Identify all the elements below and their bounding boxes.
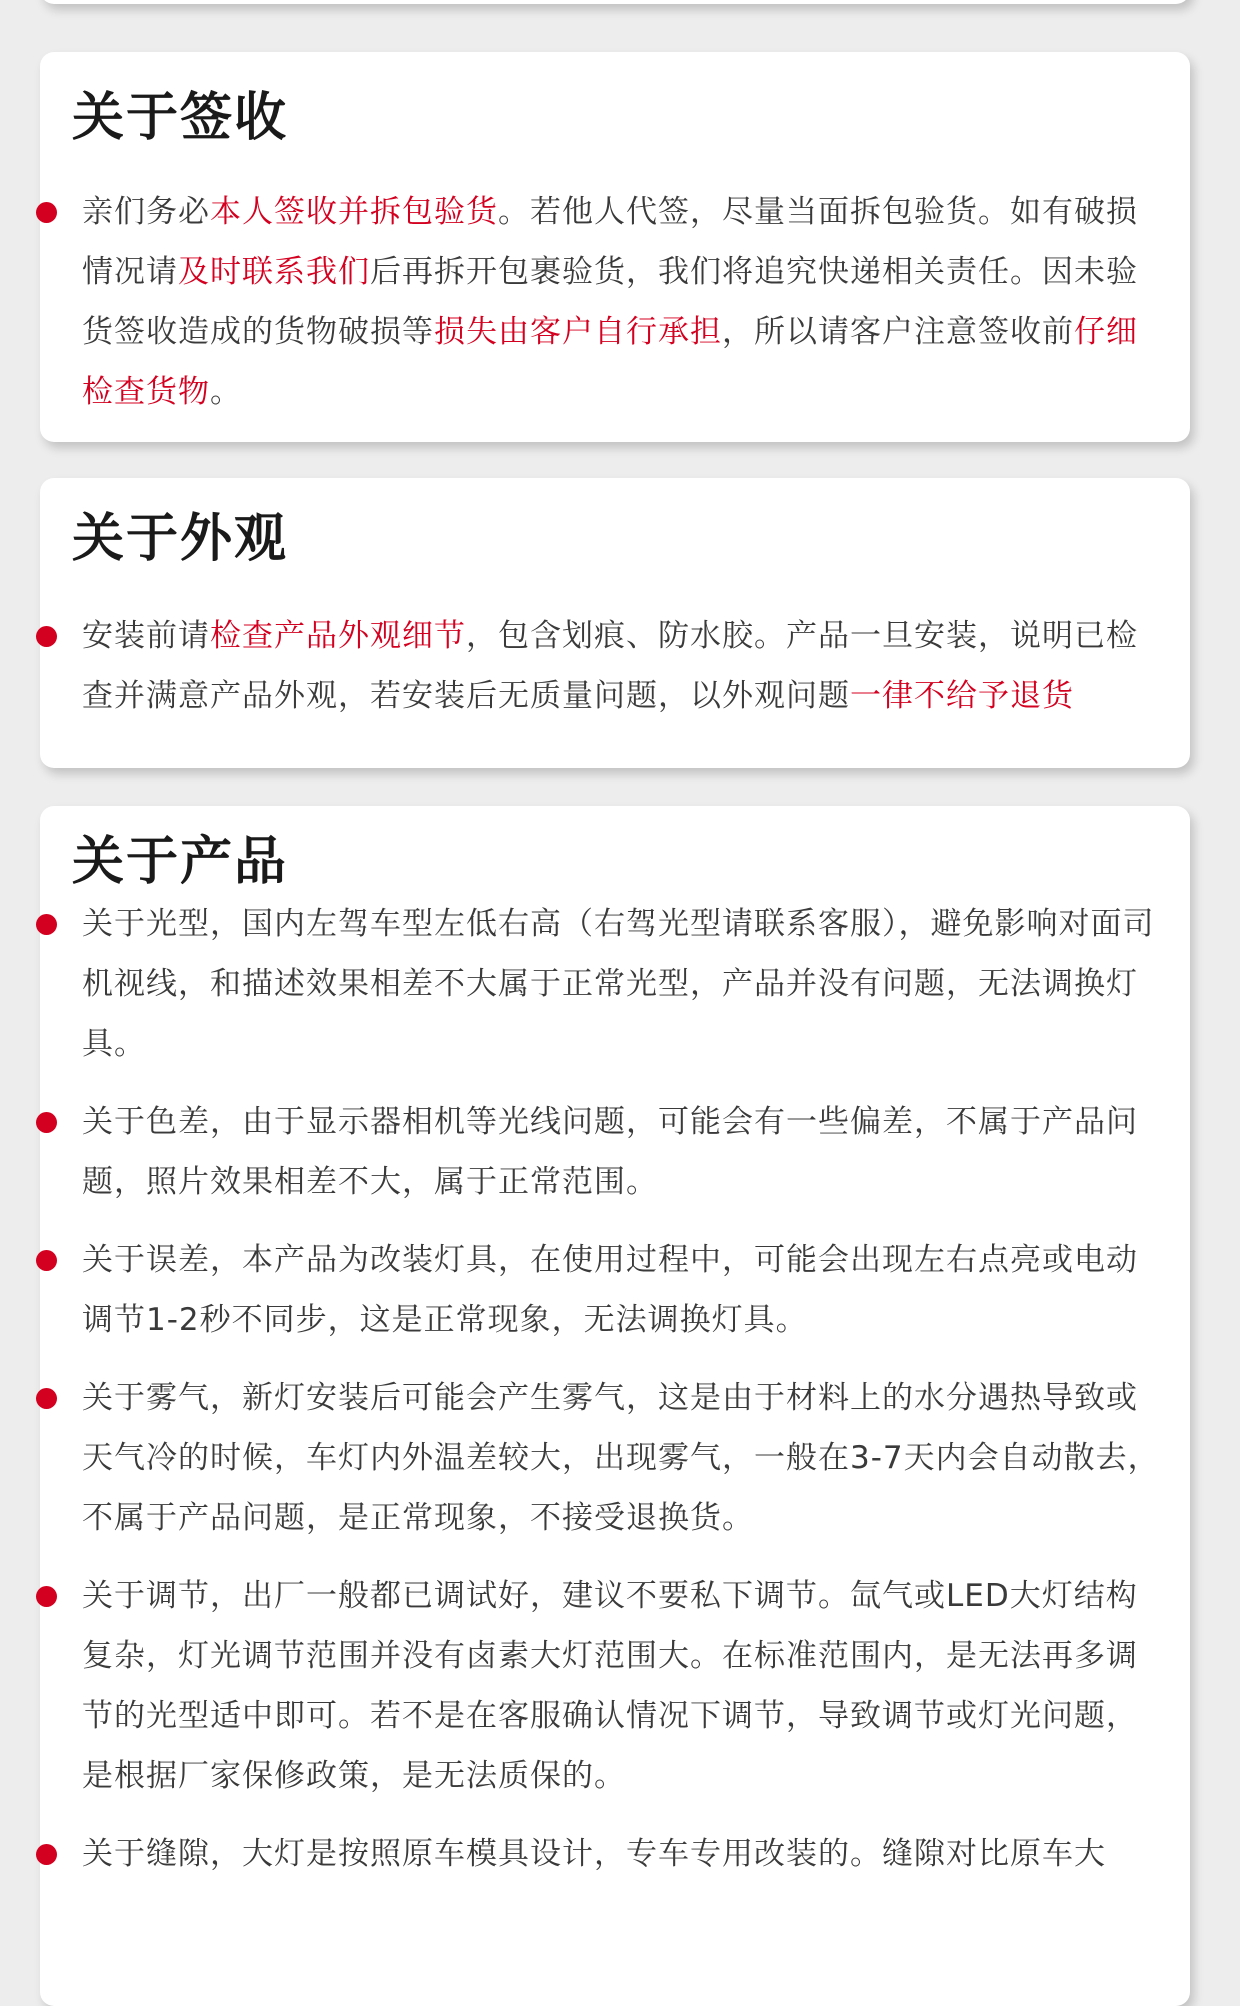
highlighted-text: 及时联系我们 [178,254,370,290]
previous-card-edge [40,0,1190,4]
item-text: 。若他人代签，尽量当面拆包验货。如有破损情况请 [82,194,1138,290]
list-item [40,1824,1190,1884]
item-text: ，所以请客户注意签收前 [722,314,1074,350]
list-item [40,182,1190,422]
highlighted-text: 检查产品外观细节 [210,618,466,654]
section-item-list [40,606,1190,726]
bullet-dot-icon [36,1250,57,1271]
list-item [40,1566,1190,1806]
bullet-dot-icon [36,914,57,935]
section-appearance [40,478,1190,768]
list-item [40,1230,1190,1350]
bullet-dot-icon [36,626,57,647]
item-text: 亲们务必 [82,194,210,230]
list-item [40,1368,1190,1548]
item-text: ，包含划痕、防水胶。产品一旦安装，说明已检查并满意产品外观，若安装后无质量问题，以外观问题 [82,618,1138,714]
section-title: 关于产品 [72,832,289,892]
item-text: 关于调节，出厂一般都已调试好，建议不要私下调节。氙气或LED大灯结构复杂，灯光调节范围并没有卤素大灯范围大。在标准范围内，是无法再多调节的光型适中即可。若不是在客服确认情况下调节，导致调节或灯光问题，是根据厂家保修政策，是无法质保的。 [82,1578,1138,1794]
bullet-dot-icon [36,1586,57,1607]
bullet-dot-icon [36,1112,57,1133]
item-text: 关于雾气，新灯安装后可能会产生雾气，这是由于材料上的水分遇热导致或天气冷的时候，车灯内外温差较大，出现雾气，一般在3-7天内会自动散去，不属于产品问题，是正常现象，不接受退换货。 [82,1380,1160,1536]
list-item [40,1092,1190,1212]
item-text: 关于色差，由于显示器相机等光线问题，可能会有一些偏差，不属于产品问题，照片效果相差不大，属于正常范围。 [82,1104,1138,1200]
section-product [40,806,1190,2006]
bullet-dot-icon [36,202,57,223]
item-text: 关于光型，国内左驾车型左低右高（右驾光型请联系客服），避免影响对面司机视线，和描述效果相差不大属于正常光型，产品并没有问题，无法调换灯具。 [82,906,1155,1062]
item-text: 后再拆开包裹验货，我们将追究快递相关责任。因未验货签收造成的货物破损等 [82,254,1138,350]
item-text: 关于误差，本产品为改装灯具，在使用过程中，可能会出现左右点亮或电动调节1-2秒不同步，这是正常现象，无法调换灯具。 [82,1242,1138,1338]
highlighted-text: 本人签收并拆包验货 [210,194,498,230]
list-item [40,606,1190,726]
bullet-dot-icon [36,1844,57,1865]
item-text: 关于缝隙，大灯是按照原车模具设计，专车专用改装的。缝隙对比原车大 [82,1836,1106,1872]
item-text: 。 [210,374,242,410]
item-text: 安装前请 [82,618,210,654]
highlighted-text: 一律不给予退货 [850,678,1074,714]
section-signing [40,52,1190,442]
section-item-list [40,182,1190,422]
section-item-list [40,894,1190,1902]
list-item [40,894,1190,1074]
highlighted-text: 仔细检查货物 [82,314,1138,410]
section-title: 关于外观 [72,509,289,569]
highlighted-text: 损失由客户自行承担 [434,314,722,350]
section-title: 关于签收 [72,88,289,148]
bullet-dot-icon [36,1388,57,1409]
